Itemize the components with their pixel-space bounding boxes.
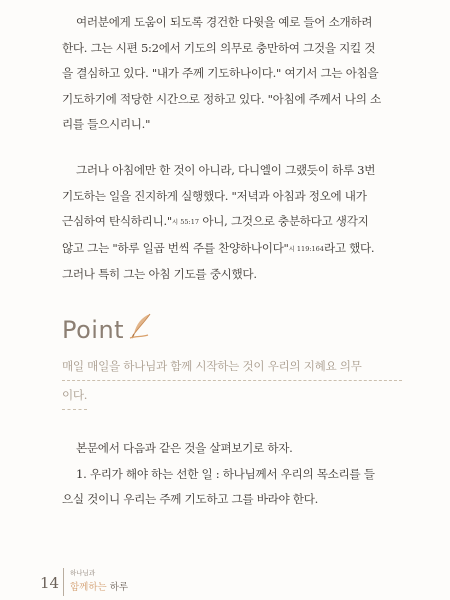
paragraph-3 [62,436,400,513]
paragraph-line: 그러나 특히 그는 아침 기도를 중시했다. [62,267,257,282]
paragraph-line [62,209,400,236]
paragraph-line: 본문에서 다음과 같은 것을 살펴보기로 하자. [76,441,293,455]
paragraph-line: 여러분에게 도움이 되도록 경건한 다윗을 예로 들어 소개하려 [76,15,373,29]
series-title-small: 하나님과 [70,569,96,577]
paragraph-line: 으실 것이니 우리는 주께 기도하고 그를 바라야 한다. [62,492,318,507]
paragraph-2 [62,158,400,288]
quote-text: 않고 그는 "하루 일곱 번씩 주를 찬양하나이다" [62,240,289,255]
paragraph-line [62,236,400,263]
page-footer [0,564,450,600]
paragraph-line: 리를 들으시리니." [62,117,151,132]
paragraph-line: 기도하는 일을 진지하게 실행했다. "저녁과 아침과 정오에 내가 [62,188,367,203]
paragraph-line: 그러나 아침에만 한 것이 아니라, 다니엘이 그랬듯이 하루 3번 [76,163,376,177]
quill-pen-icon [128,312,154,340]
quote-text: 근심하여 탄식하리니." [62,214,172,229]
quote-rest: 라고 했다. [323,240,375,255]
point-body [62,352,402,410]
point-heading: Point [62,316,125,344]
scripture-reference: 시 119:164 [288,244,324,253]
page-number: 14 [40,574,60,592]
footer-divider [63,568,64,596]
point-line: 매일 매일을 하나님과 함께 시작하는 것이 우리의 지혜요 의무 [62,352,402,381]
quote-rest: 아니, 그것으로 충분하다고 생각지 [198,214,369,229]
point-line: 이다. [62,381,87,410]
series-title [70,579,128,593]
paragraph-line: 기도하기에 적당한 시간으로 정하고 있다. "아침에 주께서 나의 소 [62,91,381,106]
paragraph-1 [62,10,400,138]
series-title-accent: 함께하는 [70,582,107,593]
paragraph-line: 을 결심하고 있다. "내가 주께 기도하나이다." 여기서 그는 아침을 [62,66,379,81]
series-title-rest: 하루 [106,582,129,593]
scripture-reference: 시 55:17 [171,218,199,227]
paragraph-line: 한다. 그는 시편 5:2에서 기도의 의무로 충만하여 그것을 지킬 것 [62,40,376,55]
paragraph-line: 1. 우리가 해야 하는 선한 일 : 하나님께서 우리의 목소리를 들 [76,466,375,481]
